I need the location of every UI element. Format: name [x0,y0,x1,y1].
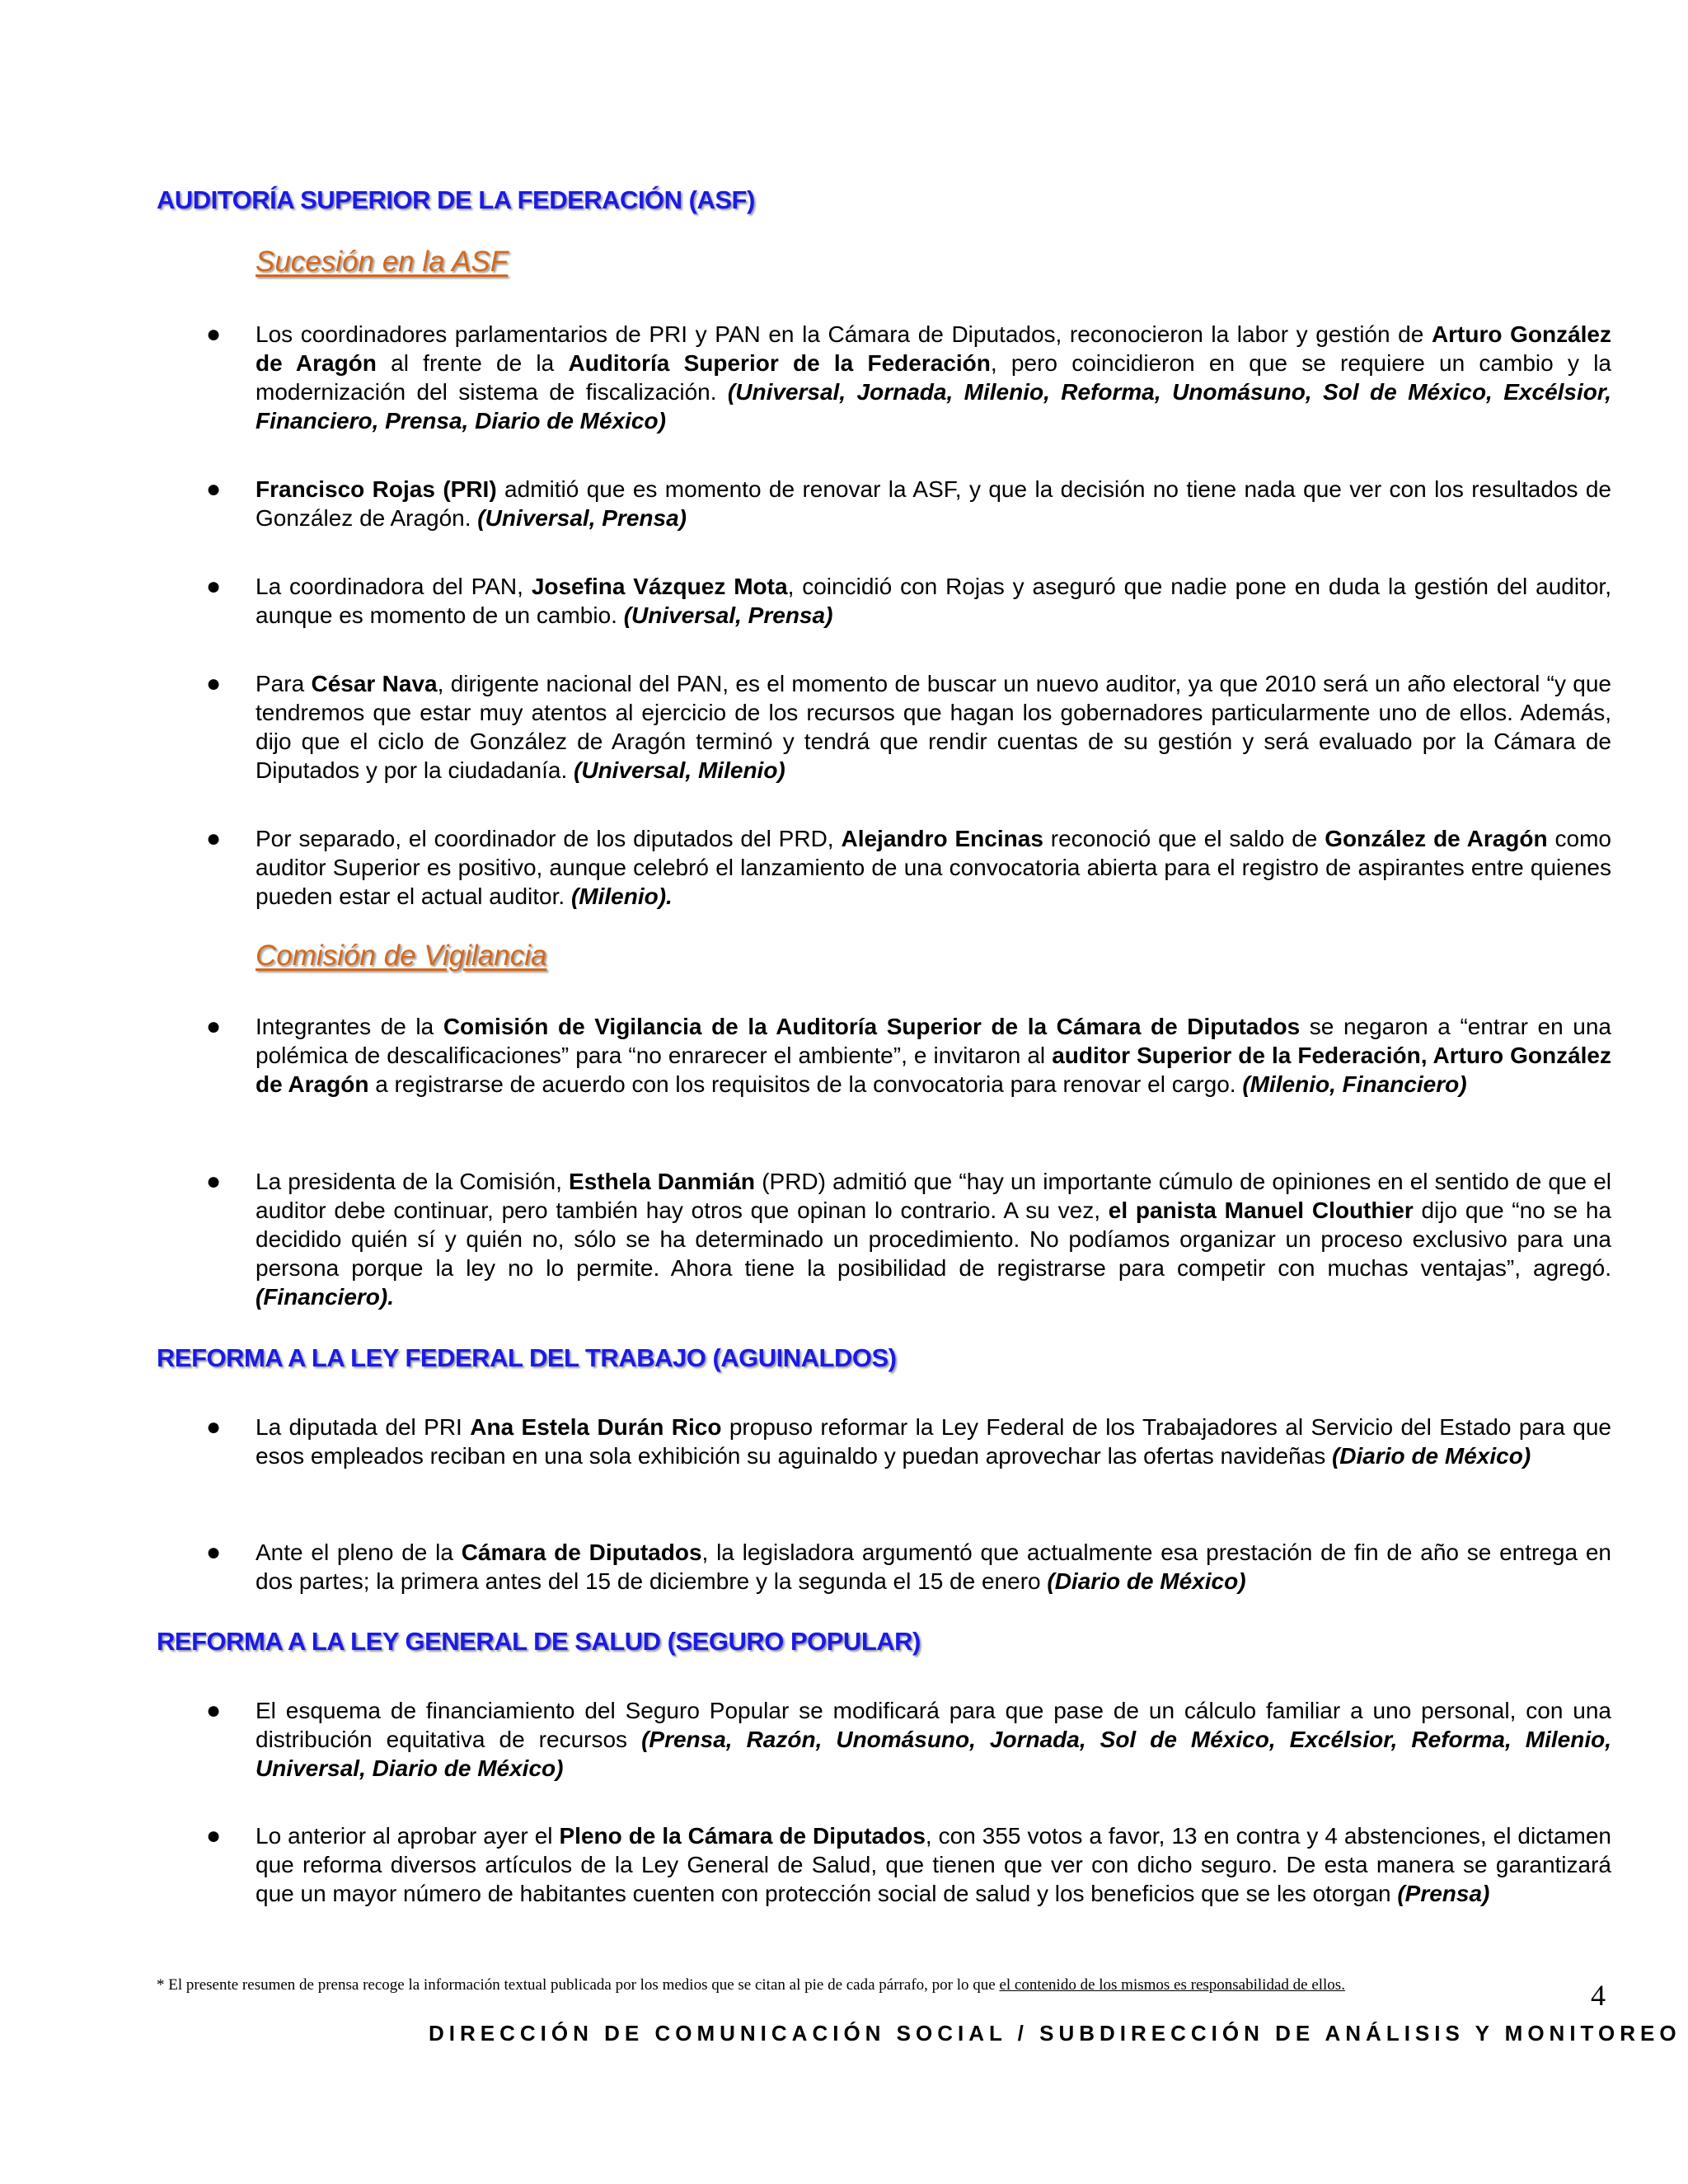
bullet-icon: ● [206,1697,222,1724]
item-text: Por separado, el coordinador de los diputados del PRD, Alejandro Encinas reconoció que el saldo de González de Aragón como auditor Superior es positivo, aunque celebró el lanzamiento de una convocatoria abierta para el registro de aspirantes entre quienes pueden estar el actual auditor. (Milenio). [256,826,1611,909]
list-item [206,475,1611,532]
source-citation: (Universal, Milenio) [574,757,785,783]
section-heading-trabajo: REFORMA A LA LEY FEDERAL DEL TRABAJO (AGUINALDOS) [157,1343,897,1372]
subsection-heading-vigilancia: Comisión de Vigilancia [256,940,547,972]
source-citation: (Universal, Prensa) [477,505,687,531]
list-item [206,320,1611,435]
item-text: Ante el pleno de la Cámara de Diputados, la legisladora argumentó que actualmente esa prestación de fin de año se entrega en dos partes; la primera antes del 15 de diciembre y la segunda el 15 de enero (Diario de México) [256,1540,1611,1594]
list-item [206,1413,1611,1470]
list-item [206,669,1611,785]
bullet-icon: ● [206,476,222,503]
section-heading-salud: REFORMA A LA LEY GENERAL DE SALUD (SEGURO POPULAR) [157,1627,921,1656]
bullet-icon: ● [206,670,222,697]
list-item [206,1012,1611,1099]
bullet-icon: ● [206,1013,222,1040]
footnote-underlined: el contenido de los mismos es responsabilidad de ellos. [999,1976,1345,1994]
item-text: La presidenta de la Comisión, Esthela Danmián (PRD) admitió que “hay un importante cúmulo de opiniones en el sentido de que el auditor debe continuar, pero también hay otros que opinan lo contrario. A su vez, el panista Manuel Clouthier dijo que “no se ha decidido quién sí y quién no, sólo se ha determinado un procedimiento. No podíamos organizar un proceso exclusivo para una persona porque la ley no lo permite. Ahora tiene la posibilidad de registrarse para competir con muchas ventajas”, agregó. (Financiero). [256,1169,1612,1310]
bullet-icon: ● [206,1822,222,1849]
footnote: * El presente resumen de prensa recoge la información textual publicada por los medios que se citan al pie de cada párrafo, por lo que el contenido de los mismos es responsabilidad de ellos. [157,1976,1345,1994]
section-heading-asf: AUDITORÍA SUPERIOR DE LA FEDERACIÓN (ASF) [157,185,755,214]
item-text: Los coordinadores parlamentarios de PRI y PAN en la Cámara de Diputados, reconocieron la labor y gestión de Arturo González de Aragón al frente de la Auditoría Superior de la Federación, pero coincidieron en que se requiere un cambio y la modernización del sistema de fiscalización. (Universal, Jornada, Milenio, Reforma, Unomásuno, Sol de México, Excélsior, Financiero, Prensa, Diario de México) [256,321,1612,434]
bullet-icon: ● [206,573,222,600]
subsection-heading-sucesion: Sucesión en la ASF [256,246,509,278]
bullet-icon: ● [206,321,222,348]
list-item [206,1696,1611,1783]
source-citation: (Diario de México) [1047,1568,1246,1594]
bullet-icon: ● [206,825,222,852]
list-item [206,1167,1611,1311]
page-footer: DIRECCIÓN DE COMUNICACIÓN SOCIAL / SUBDIRECCIÓN DE ANÁLISIS Y MONITOREO [429,2021,1681,2046]
source-citation: (Universal, Prensa) [623,602,833,628]
bullet-icon: ● [206,1168,222,1195]
source-citation: (Prensa) [1397,1881,1490,1906]
item-text: La diputada del PRI Ana Estela Durán Rico propuso reformar la Ley Federal de los Trabajadores al Servicio del Estado para que esos empleados reciban en una sola exhibición su aguinaldo y puedan aprovechar las ofertas navideñas (Diario de México) [256,1414,1611,1469]
bullet-icon: ● [206,1539,222,1566]
list-item [206,1821,1611,1908]
page-number: 4 [1591,1979,1606,2012]
item-text: Integrantes de la Comisión de Vigilancia de la Auditoría Superior de la Cámara de Diputados se negaron a “entrar en una polémica de descalificaciones” para “no enrarecer el ambiente”, e invitaron al auditor Superior de la Federación, Arturo González de Aragón a registrarse de acuerdo con los requisitos de la convocatoria para renovar el cargo. (Milenio, Financiero) [256,1014,1612,1097]
list-item [206,572,1611,630]
source-citation: (Financiero). [256,1284,395,1310]
item-text: Para César Nava, dirigente nacional del PAN, es el momento de buscar un nuevo auditor, ya que 2010 será un año electoral “y que tendremos que estar muy atentos al ejercicio de los recursos que hagan los gobernadores particularmente uno de ellos. Además, dijo que el ciclo de González de Aragón terminó y tendrá que rendir cuentas de su gestión y será evaluado por la Cámara de Diputados y por la ciudadanía. (Universal, Milenio) [256,671,1611,783]
bullet-icon: ● [206,1413,222,1441]
source-citation: (Diario de México) [1331,1443,1531,1469]
list-item [206,824,1611,911]
source-citation: (Milenio). [570,883,673,909]
item-text: Francisco Rojas (PRI) admitió que es momento de renovar la ASF, y que la decisión no tiene nada que ver con los resultados de González de Aragón. (Universal, Prensa) [256,476,1612,531]
source-citation: (Universal, Jornada, Milenio, Reforma, Unomásuno, Sol de México, Excélsior, Financiero, Prensa, Diario de México) [256,379,1612,434]
list-item [206,1538,1611,1596]
item-text: El esquema de financiamiento del Seguro Popular se modificará para que pase de un cálculo familiar a uno personal, con una distribución equitativa de recursos (Prensa, Razón, Unomásuno, Jornada, Sol de México, Excélsior, Reforma, Milenio, Universal, Diario de México) [256,1698,1611,1781]
item-text: Lo anterior al aprobar ayer el Pleno de la Cámara de Diputados, con 355 votos a favor, 13 en contra y 4 abstenciones, el dictamen que reforma diversos artículos de la Ley General de Salud, que tienen que ver con dicho seguro. De esta manera se garantizará que un mayor número de habitantes cuenten con protección social de salud y los beneficios que se les otorgan (Prensa) [256,1823,1612,1906]
item-text: La coordinadora del PAN, Josefina Vázquez Mota, coincidió con Rojas y aseguró que nadie pone en duda la gestión del auditor, aunque es momento de un cambio. (Universal, Prensa) [256,574,1611,628]
source-citation: (Milenio, Financiero) [1242,1071,1467,1097]
source-citation: (Prensa, Razón, Unomásuno, Jornada, Sol de México, Excélsior, Reforma, Milenio, Universal, Diario de México) [256,1727,1611,1781]
